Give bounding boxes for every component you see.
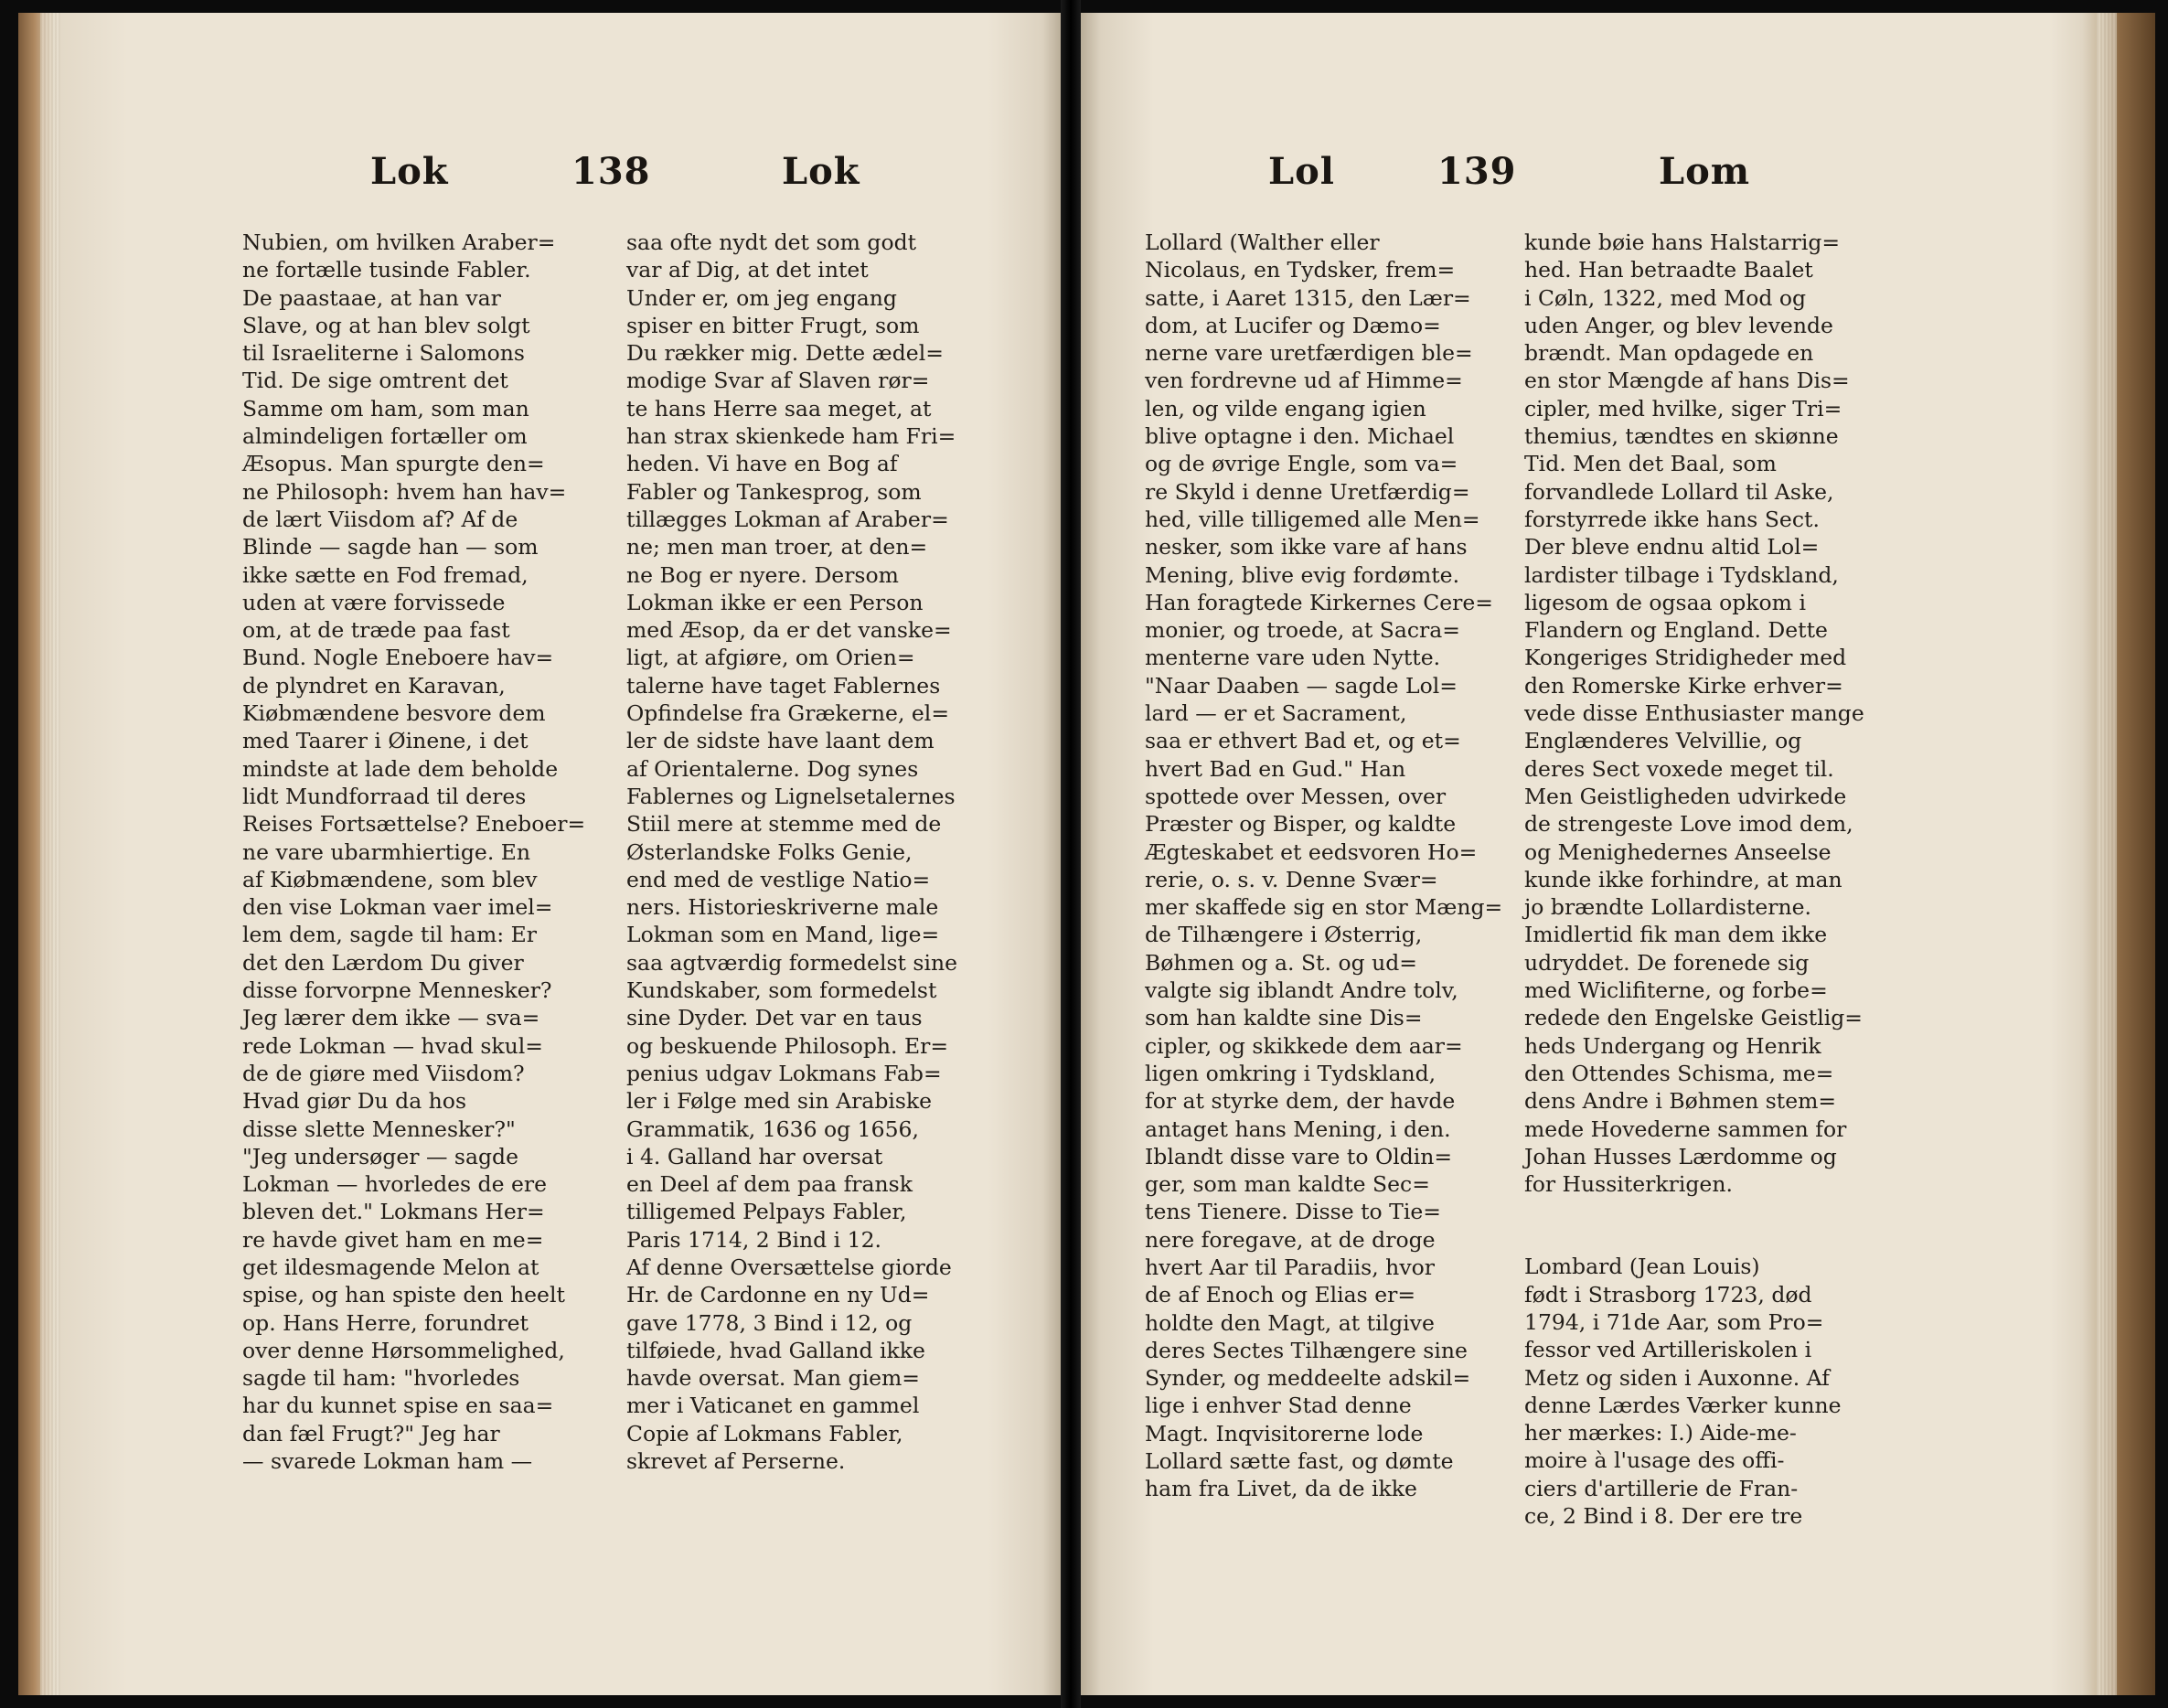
- text-line: disse slette Mennesker?": [242, 1116, 516, 1142]
- text-line: dan fæl Frugt?" Jeg har: [242, 1420, 500, 1446]
- text-line: de af Enoch og Elias er=: [1145, 1282, 1416, 1308]
- text-line: af Orientalerne. Dog synes: [626, 755, 919, 782]
- text-line: nere foregave, at de droge: [1145, 1226, 1436, 1253]
- text-line: satte, i Aaret 1315, den Lær=: [1145, 284, 1471, 311]
- text-line: end med de vestlige Natio=: [626, 866, 931, 892]
- text-line: Blinde — sagde han — som: [242, 534, 539, 560]
- text-line: brændt. Man opdagede en: [1524, 340, 1814, 367]
- text-line: med Æsop, da er det vanske=: [626, 617, 952, 644]
- text-line: nesker, som ikke vare af hans: [1145, 534, 1468, 560]
- text-line: Af denne Oversættelse giorde: [626, 1254, 952, 1280]
- text-line: Nicolaus, en Tydsker, frem=: [1145, 257, 1456, 283]
- text-line: en Deel af dem paa fransk: [626, 1171, 913, 1198]
- text-line: Lokman som en Mand, lige=: [626, 922, 940, 948]
- text-line: kunde ikke forhindre, at man: [1524, 866, 1842, 892]
- text-line: rede Lokman — hvad skul=: [242, 1032, 543, 1059]
- text-line: lard — er et Sacrament,: [1145, 700, 1407, 727]
- text-line: her mærkes: I.) Aide-me-: [1524, 1420, 1797, 1446]
- text-line: Mening, blive evig fordømte.: [1145, 561, 1460, 588]
- text-line: Kundskaber, som formedelst: [626, 977, 937, 1004]
- text-line: den vise Lokman vaer imel=: [242, 894, 553, 921]
- text-line: i 4. Galland har oversat: [626, 1143, 883, 1169]
- text-line: lem dem, sagde til ham: Er: [242, 922, 538, 948]
- text-line: den Ottendes Schisma, me=: [1524, 1060, 1834, 1086]
- text-line: han strax skienkede ham Fri=: [626, 423, 956, 450]
- text-line: cipler, og skikkede dem aar=: [1145, 1032, 1463, 1059]
- text-line: ven fordrevne ud af Himme=: [1145, 368, 1463, 394]
- text-line: ne fortælle tusinde Fabler.: [242, 257, 531, 283]
- text-line: ligt, at afgiøre, om Orien=: [626, 645, 915, 671]
- text-line: Østerlandske Folks Genie,: [626, 838, 913, 865]
- text-line: — svarede Lokman ham —: [242, 1448, 533, 1475]
- text-line: Kiøbmændene besvore dem: [242, 700, 546, 727]
- text-line: deres Sectes Tilhængere sine: [1145, 1337, 1468, 1363]
- text-line: valgte sig iblandt Andre tolv,: [1145, 977, 1458, 1004]
- text-line: ham fra Livet, da de ikke: [1145, 1476, 1417, 1502]
- text-line: lidt Mundforraad til deres: [242, 783, 527, 809]
- text-line: monier, og troede, at Sacra=: [1145, 617, 1460, 644]
- text-line: re Skyld i denne Uretfærdig=: [1145, 478, 1470, 505]
- text-line: forvandlede Lollard til Aske,: [1524, 478, 1834, 505]
- text-line: disse forvorpne Mennesker?: [242, 977, 552, 1004]
- text-line: Hvad giør Du da hos: [242, 1088, 467, 1115]
- text-line: Jeg lærer dem ikke — sva=: [242, 1005, 540, 1031]
- text-line: og de øvrige Engle, som va=: [1145, 451, 1458, 477]
- text-line: get ildesmagende Melon at: [242, 1254, 539, 1280]
- text-line: har du kunnet spise en saa=: [242, 1393, 554, 1419]
- text-line: blive optagne i den. Michael: [1145, 423, 1455, 450]
- text-line: Samme om ham, som man: [242, 395, 529, 422]
- text-line: i Cøln, 1322, med Mod og: [1524, 284, 1807, 311]
- text-line: Du rækker mig. Dette ædel=: [626, 340, 944, 367]
- text-line: de de giøre med Viisdom?: [242, 1060, 525, 1086]
- text-line: Tid. De sige omtrent det: [242, 368, 508, 394]
- text-line: Opfindelse fra Grækerne, el=: [626, 700, 950, 727]
- text-line: en stor Mængde af hans Dis=: [1524, 368, 1850, 394]
- text-line: Lollard sætte fast, og dømte: [1145, 1448, 1454, 1475]
- text-line: Hr. de Cardonne en ny Ud=: [626, 1282, 930, 1308]
- text-line: ne; men man troer, at den=: [626, 534, 928, 560]
- text-line: Magt. Inqvisitorerne lode: [1145, 1420, 1424, 1446]
- text-line: Nubien, om hvilken Araber=: [242, 230, 556, 255]
- text-line: Slave, og at han blev solgt: [242, 312, 530, 338]
- text-line: gave 1778, 3 Bind i 12, og: [626, 1309, 913, 1336]
- text-line: deres Sect voxede meget til.: [1524, 755, 1834, 782]
- text-line: Lollard (Walther eller: [1145, 230, 1380, 255]
- right-page: [1081, 13, 2155, 1695]
- text-line: holdte den Magt, at tilgive: [1145, 1309, 1435, 1336]
- text-line: ciers d'artillerie de Fran-: [1524, 1475, 1799, 1501]
- text-line: hed. Han betraadte Baalet: [1524, 257, 1813, 283]
- text-line: De paastaae, at han var: [242, 284, 501, 311]
- text-line: Metz og siden i Auxonne. Af: [1524, 1364, 1830, 1391]
- text-line: spottede over Messen, over: [1145, 783, 1447, 809]
- text-line: hed, ville tilligemed alle Men=: [1145, 506, 1480, 532]
- text-line: til Israeliterne i Salomons: [242, 340, 525, 367]
- text-line: saa agtværdig formedelst sine: [626, 949, 958, 976]
- text-line: nerne vare uretfærdigen ble=: [1145, 340, 1473, 367]
- text-line: Kongeriges Stridigheder med: [1524, 645, 1847, 671]
- text-line: Reises Fortsættelse? Eneboer=: [242, 811, 586, 838]
- text-line: Fablernes og Lignelsetalernes: [626, 783, 956, 809]
- text-line: uden at være forvissede: [242, 589, 506, 615]
- text-line: hvert Aar til Paradiis, hvor: [1145, 1254, 1435, 1280]
- text-line: de plyndret en Karavan,: [242, 672, 506, 699]
- left-page-column-1: [242, 229, 590, 1475]
- text-line: ligesom de ogsaa opkom i: [1524, 589, 1806, 615]
- text-line: penius udgav Lokmans Fab=: [626, 1060, 942, 1086]
- text-line: mede Hovederne sammen for: [1524, 1116, 1847, 1142]
- text-line: lardister tilbage i Tydskland,: [1524, 561, 1839, 588]
- text-line: sine Dyder. Det var en taus: [626, 1005, 923, 1031]
- text-line: menterne vare uden Nytte.: [1145, 645, 1441, 671]
- text-line: Bøhmen og a. St. og ud=: [1145, 949, 1417, 976]
- text-line: Paris 1714, 2 Bind i 12.: [626, 1226, 882, 1253]
- text-line: denne Lærdes Værker kunne: [1524, 1392, 1842, 1418]
- text-line: Fabler og Tankesprog, som: [626, 478, 922, 505]
- page-number-left: 138: [571, 150, 651, 193]
- text-line: Der bleve endnu altid Lol=: [1524, 534, 1820, 560]
- text-line: udryddet. De forenede sig: [1524, 949, 1810, 976]
- text-line: mer i Vaticanet en gammel: [626, 1393, 920, 1419]
- text-line: ler de sidste have laant dem: [626, 728, 934, 754]
- page-edge-right: [2097, 13, 2117, 1695]
- text-line: og beskuende Philosoph. Er=: [626, 1032, 949, 1059]
- text-line: det den Lærdom Du giver: [242, 949, 524, 976]
- text-line: ligen omkring i Tydskland,: [1145, 1060, 1436, 1086]
- text-line: spise, og han spiste den heelt: [242, 1282, 565, 1308]
- text-line: re havde givet ham en me=: [242, 1226, 544, 1253]
- text-line: talerne have taget Fablernes: [626, 672, 941, 699]
- text-line: antaget hans Mening, i den.: [1145, 1116, 1451, 1142]
- text-line: hvert Bad en Gud." Han: [1145, 755, 1406, 782]
- text-line: ne Philosoph: hvem han hav=: [242, 478, 567, 505]
- text-line: Lokman ikke er een Person: [626, 589, 924, 615]
- text-line: Præster og Bisper, og kaldte: [1145, 811, 1457, 838]
- text-line: de lært Viisdom af? Af de: [242, 506, 518, 532]
- entry-separator: [1524, 1198, 1872, 1253]
- text-line: rerie, o. s. v. Denne Svær=: [1145, 866, 1438, 892]
- right-page-column-1: [1145, 229, 1503, 1503]
- text-line: havde oversat. Man giem=: [626, 1365, 920, 1392]
- text-line: Flandern og England. Dette: [1524, 617, 1828, 644]
- text-line: Englænderes Velvillie, og: [1524, 728, 1802, 754]
- text-line: fessor ved Artilleriskolen i: [1524, 1337, 1812, 1363]
- text-line: Men Geistligheden udvirkede: [1524, 783, 1847, 809]
- text-line: ikke sætte en Fod fremad,: [242, 561, 529, 588]
- text-line: op. Hans Herre, forundret: [242, 1309, 529, 1336]
- text-line: tillægges Lokman af Araber=: [626, 506, 949, 532]
- text-line: ce, 2 Bind i 8. Der ere tre: [1524, 1503, 1803, 1530]
- text-line: Tid. Men det Baal, som: [1524, 451, 1777, 477]
- text-line: Iblandt disse vare to Oldin=: [1145, 1143, 1453, 1169]
- text-line: heden. Vi have en Bog af: [626, 451, 898, 477]
- text-line: den Romerske Kirke erhver=: [1524, 672, 1843, 699]
- text-line: og Menighedernes Anseelse: [1524, 838, 1832, 865]
- text-line: de strengeste Love imod dem,: [1524, 811, 1853, 838]
- text-line: de Tilhængere i Østerrig,: [1145, 922, 1423, 948]
- text-line: Imidlertid fik man dem ikke: [1524, 922, 1828, 948]
- running-head-left: Lok: [370, 150, 449, 193]
- text-line: kunde bøie hans Halstarrig=: [1524, 230, 1841, 255]
- text-line: om, at de træde paa fast: [242, 617, 510, 644]
- text-line: med Taarer i Øinene, i det: [242, 728, 529, 754]
- text-line: som han kaldte sine Dis=: [1145, 1005, 1423, 1031]
- text-line: ne vare ubarmhiertige. En: [242, 838, 531, 865]
- text-line: for Hussiterkrigen.: [1524, 1171, 1733, 1198]
- text-line: Ægteskabet et eedsvoren Ho=: [1145, 838, 1478, 865]
- text-line: spiser en bitter Frugt, som: [626, 312, 920, 338]
- text-line: over denne Hørsommelighed,: [242, 1337, 565, 1363]
- right-page-column-2: [1524, 229, 1872, 1530]
- text-line: skrevet af Perserne.: [626, 1448, 846, 1475]
- text-line: dens Andre i Bøhmen stem=: [1524, 1088, 1837, 1115]
- page-number-right: 139: [1437, 150, 1517, 193]
- text-line: med Wiclifiterne, og forbe=: [1524, 977, 1828, 1004]
- text-line: te hans Herre saa meget, at: [626, 395, 932, 422]
- text-line: almindeligen fortæller om: [242, 423, 528, 450]
- text-line: Stiil mere at stemme med de: [626, 811, 942, 838]
- text-line: jo brændte Lollardisterne.: [1524, 894, 1812, 921]
- text-line: Æsopus. Man spurgte den=: [242, 451, 545, 477]
- text-line: modige Svar af Slaven rør=: [626, 368, 930, 394]
- text-line: lige i enhver Stad denne: [1145, 1393, 1412, 1419]
- text-line: themius, tændtes en skiønne: [1524, 423, 1839, 450]
- text-line: 1794, i 71de Aar, som Pro=: [1524, 1308, 1824, 1335]
- text-line: dom, at Lucifer og Dæmo=: [1145, 312, 1441, 338]
- text-line: saa er ethvert Bad et, og et=: [1145, 728, 1461, 754]
- running-head-right-of-left-page: Lok: [782, 150, 860, 193]
- page-edge-left: [40, 13, 60, 1695]
- book-gutter: [1061, 0, 1081, 1708]
- running-head-left-of-right-page: Lol: [1268, 150, 1335, 193]
- text-line: Copie af Lokmans Fabler,: [626, 1420, 903, 1446]
- text-line: cipler, med hvilke, siger Tri=: [1524, 395, 1842, 422]
- text-line: Lokman — hvorledes de ere: [242, 1171, 548, 1198]
- text-line: ler i Følge med sin Arabiske: [626, 1088, 933, 1115]
- text-line: for at styrke dem, der havde: [1145, 1088, 1456, 1115]
- text-line: len, og vilde engang igien: [1145, 395, 1426, 422]
- text-line: ger, som man kaldte Sec=: [1145, 1171, 1430, 1198]
- text-line: Johan Husses Lærdomme og: [1524, 1143, 1837, 1169]
- left-page: [18, 13, 1061, 1695]
- text-line: Synder, og meddeelte adskil=: [1145, 1365, 1471, 1392]
- text-line: forstyrrede ikke hans Sect.: [1524, 506, 1820, 532]
- running-head-right: Lom: [1659, 150, 1751, 193]
- text-line: uden Anger, og blev levende: [1524, 312, 1833, 338]
- text-line: redede den Engelske Geistlig=: [1524, 1005, 1863, 1031]
- text-line: vede disse Enthusiaster mange: [1524, 700, 1864, 727]
- text-line: saa ofte nydt det som godt: [626, 230, 917, 255]
- text-line: Grammatik, 1636 og 1656,: [626, 1116, 919, 1142]
- text-line: moire à l'usage des offi-: [1524, 1447, 1785, 1474]
- text-line: Bund. Nogle Eneboere hav=: [242, 645, 554, 671]
- left-page-column-2: [626, 229, 974, 1475]
- text-line: mindste at lade dem beholde: [242, 755, 559, 782]
- text-line: heds Undergang og Henrik: [1524, 1032, 1821, 1059]
- text-line: Under er, om jeg engang: [626, 284, 897, 311]
- text-line: var af Dig, at det intet: [626, 257, 869, 283]
- text-line: "Jeg undersøger — sagde: [242, 1143, 519, 1169]
- text-line: bleven det." Lokmans Her=: [242, 1199, 545, 1225]
- text-line: sagde til ham: "hvorledes: [242, 1365, 520, 1392]
- text-line: tilligemed Pelpays Fabler,: [626, 1199, 907, 1225]
- text-line: ne Bog er nyere. Dersom: [626, 561, 899, 588]
- text-line: mer skaffede sig en stor Mæng=: [1145, 894, 1503, 921]
- text-line: født i Strasborg 1723, død: [1524, 1281, 1812, 1308]
- text-line: tilføiede, hvad Galland ikke: [626, 1337, 925, 1363]
- text-line: ners. Historieskriverne male: [626, 894, 939, 921]
- text-line: af Kiøbmændene, som blev: [242, 866, 538, 892]
- text-line: Han foragtede Kirkernes Cere=: [1145, 589, 1493, 615]
- text-line: Lombard (Jean Louis): [1524, 1254, 1760, 1280]
- text-line: "Naar Daaben — sagde Lol=: [1145, 672, 1458, 699]
- text-line: tens Tienere. Disse to Tie=: [1145, 1199, 1441, 1225]
